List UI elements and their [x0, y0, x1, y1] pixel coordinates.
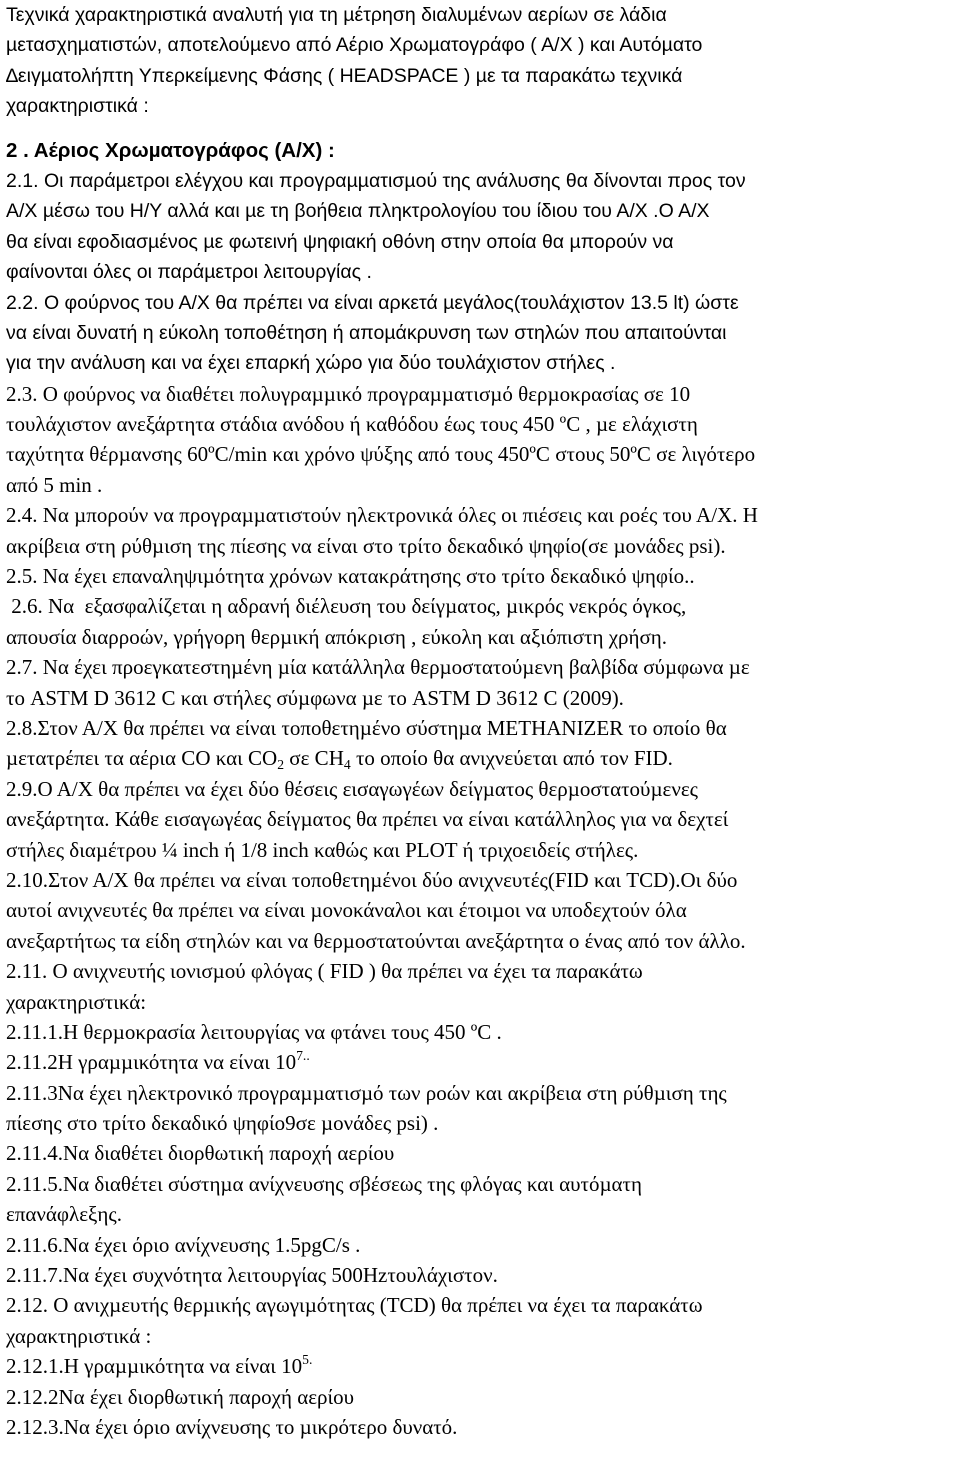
text-run: 2.12.1.Η γραµµικότητα να είναι 10 [6, 1354, 303, 1379]
text-line: να είναι δυνατή η εύκολη τοποθέτηση ή αποµάκρυνση των στηλών που απαιτούνται [6, 321, 727, 344]
text-line: 2.11. Ο ανιχνευτής ιονισµού φλόγας ( FID ) θα πρέπει να έχει τα παρακάτω [6, 959, 643, 984]
section-2-1 [6, 166, 950, 288]
text-run: µετατρέπει τα αέρια CO και CO [6, 746, 278, 771]
text-run: 2.11.2Η γραµµικότητα να είναι 10 [6, 1050, 297, 1075]
text-line: φαίνονται όλες οι παράµετροι λειτουργίας . [6, 261, 372, 284]
text-line: 2.6. Να εξασφαλίζεται η αδρανή διέλευση του δείγµατος, µικρός νεκρός όγκος, [6, 594, 687, 619]
text-line: για την ανάλυση και να έχει επαρκή χώρο για δύο τουλάχιστον στήλες . [6, 352, 616, 375]
text-line: πίεσης στο τρίτο δεκαδικό ψηφίο9σε µονάδες psi) . [6, 1111, 439, 1136]
section-2-11 [6, 956, 950, 1290]
text-line: 2.11.7.Να έχει συχνότητα λειτουργίας 500Hzτουλάχιστον. [6, 1263, 498, 1288]
text-line: επανάφλεξης. [6, 1202, 122, 1227]
section-2-2 [6, 288, 950, 379]
text-line: από 5 min . [6, 472, 103, 497]
superscript: 7.. [296, 1048, 310, 1064]
section-2-9 [6, 774, 950, 865]
text-line: 2.11.3Να έχει ηλεκτρονικό προγραµµατισµό των ροών και ακρίβεια στη ρύθµιση της [6, 1080, 727, 1105]
text-line: χαρακτηριστικά: [6, 989, 147, 1014]
section-2-6 [6, 591, 950, 652]
superscript: 5. [302, 1352, 313, 1368]
text-line [6, 743, 950, 773]
text-line [6, 1351, 950, 1381]
text-line: ακρίβεια στη ρύθµιση της πίεσης να είναι στο τρίτο δεκαδικό ψηφίο(σε µονάδες psi). [6, 533, 726, 558]
section-2-12 [6, 1290, 950, 1442]
text-line: 2.11.5.Να διαθέτει σύστηµα ανίχνευσης σβέσεως της φλόγας και αυτόµατη [6, 1171, 642, 1196]
text-line: 2.12. Ο ανιχµευτής θερµικής αγωγιµότητας (TCD) θα πρέπει να έχει τα παρακάτω [6, 1293, 703, 1318]
text-line: 2.10.Στον Α/Χ θα πρέπει να είναι τοποθετηµένοι δύο ανιχνευτές(FID και TCD).Οι δύο [6, 867, 738, 892]
section-2-3 [6, 379, 950, 501]
section-2-7 [6, 652, 950, 713]
text-line: 2.11.6.Να έχει όριο ανίχνευσης 1.5pgC/s . [6, 1232, 361, 1257]
text-line: ∆ειγµατολήπτη Υπερκείµενης Φάσης ( HEADSPACE ) µε τα παρακάτω τεχνικά [6, 64, 683, 87]
text-line: 2.4. Να µπορούν να προγραµµατιστούν ηλεκτρονικά όλες οι πιέσεις και ροές του Α/Χ. Η [6, 503, 758, 528]
intro-paragraph [6, 0, 950, 122]
text-line: 2.1. Οι παράµετροι ελέγχου και προγραµµατισµού της ανάλυσης θα δίνονται προς τον [6, 169, 746, 192]
text-line: 2.8.Στον Α/Χ θα πρέπει να είναι τοποθετηµένο σύστηµα METHANIZER το οποίο θα [6, 715, 727, 740]
text-line: 2.2. Ο φούρνος του Α/Χ θα πρέπει να είναι αρκετά µεγάλος(τουλάχιστον 13.5 lt) ώστε [6, 291, 739, 314]
text-line: αυτοί ανιχνευτές θα πρέπει να είναι µονοκάναλοι και έτοιµοι να υποδεχτούν όλα [6, 898, 687, 923]
text-run: σε CH [284, 746, 344, 771]
text-line: ανεξαρτήτως τα είδη στηλών και να θερµοστατούνται ανεξάρτητα ο ένας από τον άλλο. [6, 928, 746, 953]
text-line: 2.11.4.Να διαθέτει διορθωτική παροχή αερίου [6, 1141, 395, 1166]
text-line: το ASTM D 3612 C και στήλες σύµφωνα µε το ASTM D 3612 C (2009). [6, 685, 624, 710]
spacer [6, 122, 950, 136]
text-line: 2.3. Ο φούρνος να διαθέτει πολυγραµµικό προγραµµατισµό θερµοκρασίας σε 10 [6, 381, 691, 406]
section-2-5: 2.5. Να έχει επαναληψιµότητα χρόνων κατακράτησης στο τρίτο δεκαδικό ψηφίο.. [6, 564, 695, 589]
text-line: χαρακτηριστικά : [6, 1323, 152, 1348]
subscript: 4 [343, 757, 351, 773]
text-line: 2.9.Ο Α/Χ θα πρέπει να έχει δύο θέσεις εισαγωγέων δείγµατος θερµοστατούµενες [6, 776, 698, 801]
text-line: απουσία διαρροών, γρήγορη θερµική απόκριση , εύκολη και αξιόπιστη χρήση. [6, 624, 668, 649]
section-2-4 [6, 500, 950, 561]
text-run: το οποίο θα ανιχνεύεται από τον FID. [350, 746, 673, 771]
text-line [6, 1047, 950, 1077]
text-line: Τεχνικά χαρακτηριστικά αναλυτή για τη µέτρηση διαλυµένων αερίων σε λάδια [6, 4, 667, 26]
text-line: στήλες διαµέτρου ¼ inch ή 1/8 inch καθώς και PLOT ή τριχοειδείς στήλες. [6, 837, 639, 862]
text-line: 2.12.2Να έχει διορθωτική παροχή αερίου [6, 1384, 355, 1409]
text-line: ταχύτητα θέρµανσης 60ºC/min και χρόνο ψύξης από τους 450ºC στους 50ºC σε λιγότερο [6, 442, 756, 467]
text-line: τουλάχιστον ανεξάρτητα στάδια ανόδου ή καθόδου έως τους 450 ºC , µε ελάχιστη [6, 412, 698, 437]
text-line: Α/Χ µέσω του Η/Υ αλλά και µε τη βοήθεια πληκτρολογίου του ίδιου του Α/Χ .Ο Α/Χ [6, 200, 710, 223]
text-line: χαρακτηριστικά : [6, 95, 149, 118]
section-heading: 2 . Αέριος Χρωµατογράφος (Α/Χ) : [6, 138, 335, 162]
text-line: 2.11.1.Η θερµοκρασία λειτουργίας να φτάνει τους 450 ºC . [6, 1019, 502, 1044]
text-line: θα είναι εφοδιασµένος µε φωτεινή ψηφιακή οθόνη στην οποία θα µπορούν να [6, 230, 674, 253]
section-2-10 [6, 865, 950, 956]
text-line: 2.7. Να έχει προεγκατεστηµένη µία κατάλληλα θερµοστατούµενη βαλβίδα σύµφωνα µε [6, 655, 750, 680]
section-2-8 [6, 713, 950, 774]
subscript: 2 [277, 757, 285, 773]
text-line: 2.12.3.Να έχει όριο ανίχνευσης το µικρότερο δυνατό. [6, 1414, 458, 1439]
text-line: ανεξάρτητα. Κάθε εισαγωγέας δείγµατος θα πρέπει να είναι κατάλληλος για να δεχτεί [6, 807, 729, 832]
text-line: µετασχηµατιστών, αποτελούµενο από Αέριο Χρωµατογράφο ( Α/Χ ) και Αυτόµατο [6, 34, 703, 57]
